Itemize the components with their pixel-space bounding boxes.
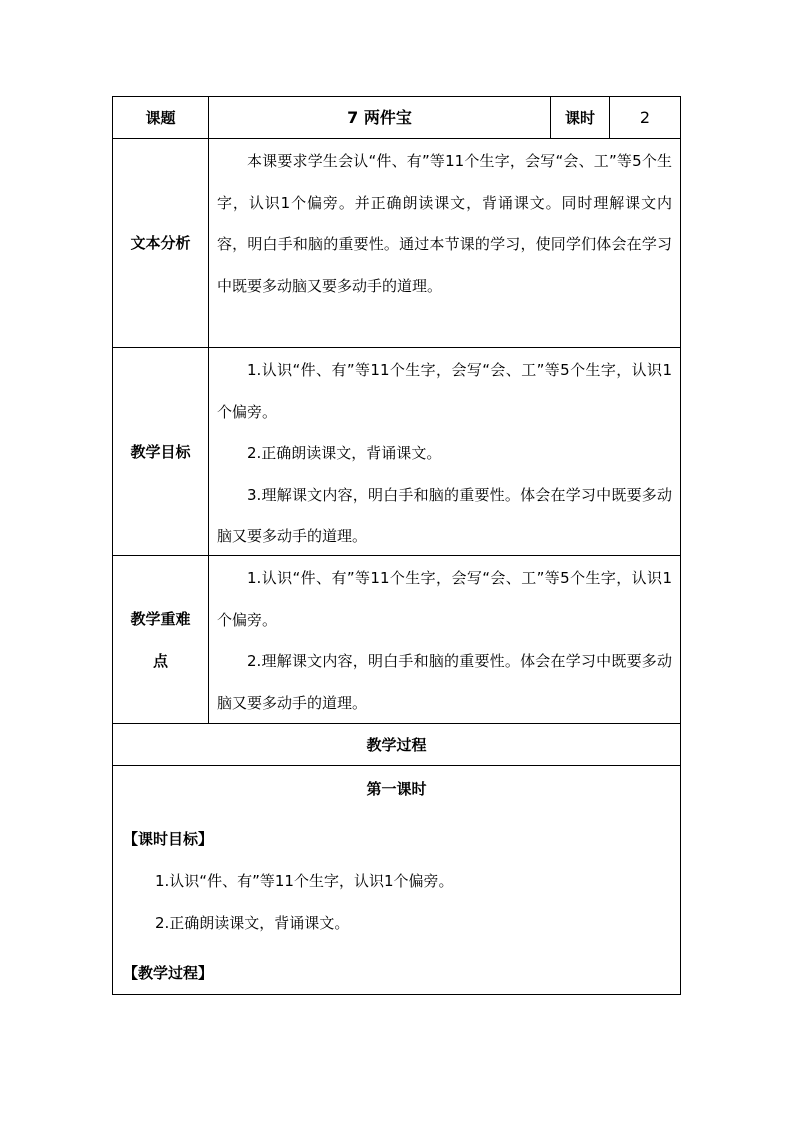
lesson-title: 第一课时 [366,779,427,798]
topic-label: 课题 [145,108,176,127]
text-analysis-content: 本课要求学生会认“件、有”等11个生字，会写“会、工”等5个生字，认识1个偏旁。并正确朗读课文，背诵课文。同时理解课文内容，明白手和脑的重要性。通过本节课的学习，使同学们体会在学习中既要多动脑又要多动手的道理。 [217,152,672,295]
key-points-cell [209,556,680,723]
teaching-goals-label: 教学目标 [130,442,191,461]
lesson-goal-item: 1.认识“件、有”等11个生字，认识1个偏旁。 [155,872,454,890]
key-point-item: 1.认识“件、有”等11个生字，会写“会、工”等5个生字，认识1个偏旁。 [217,569,672,629]
period-label: 课时 [564,108,595,127]
lesson-plan-table [112,96,681,995]
text-analysis-label: 文本分析 [130,234,191,252]
teaching-goal-item: 3.理解课文内容，明白手和脑的重要性。体会在学习中既要多动脑又要多动手的道理。 [217,485,672,545]
text-analysis-cell [209,139,680,347]
key-point-item: 2.理解课文内容，明白手和脑的重要性。体会在学习中既要多动脑又要多动手的道理。 [217,652,672,712]
row-divider [113,765,680,766]
teaching-goals-cell [209,348,680,555]
process-title: 教学过程 [366,736,427,754]
lesson-goal-item: 2.正确朗读课文，背诵课文。 [155,914,350,932]
period-value: 2 [639,107,651,127]
lesson-goals-heading: 【课时目标】 [123,830,214,848]
process-heading: 【教学过程】 [123,964,214,982]
teaching-goal-item: 1.认识“件、有”等11个生字，会写“会、工”等5个生字，认识1个偏旁。 [217,361,672,421]
teaching-goal-item: 2.正确朗读课文，背诵课文。 [247,444,442,462]
key-points-label: 教学重难点 [130,609,191,670]
topic-title: 7 两件宝 [347,107,412,127]
